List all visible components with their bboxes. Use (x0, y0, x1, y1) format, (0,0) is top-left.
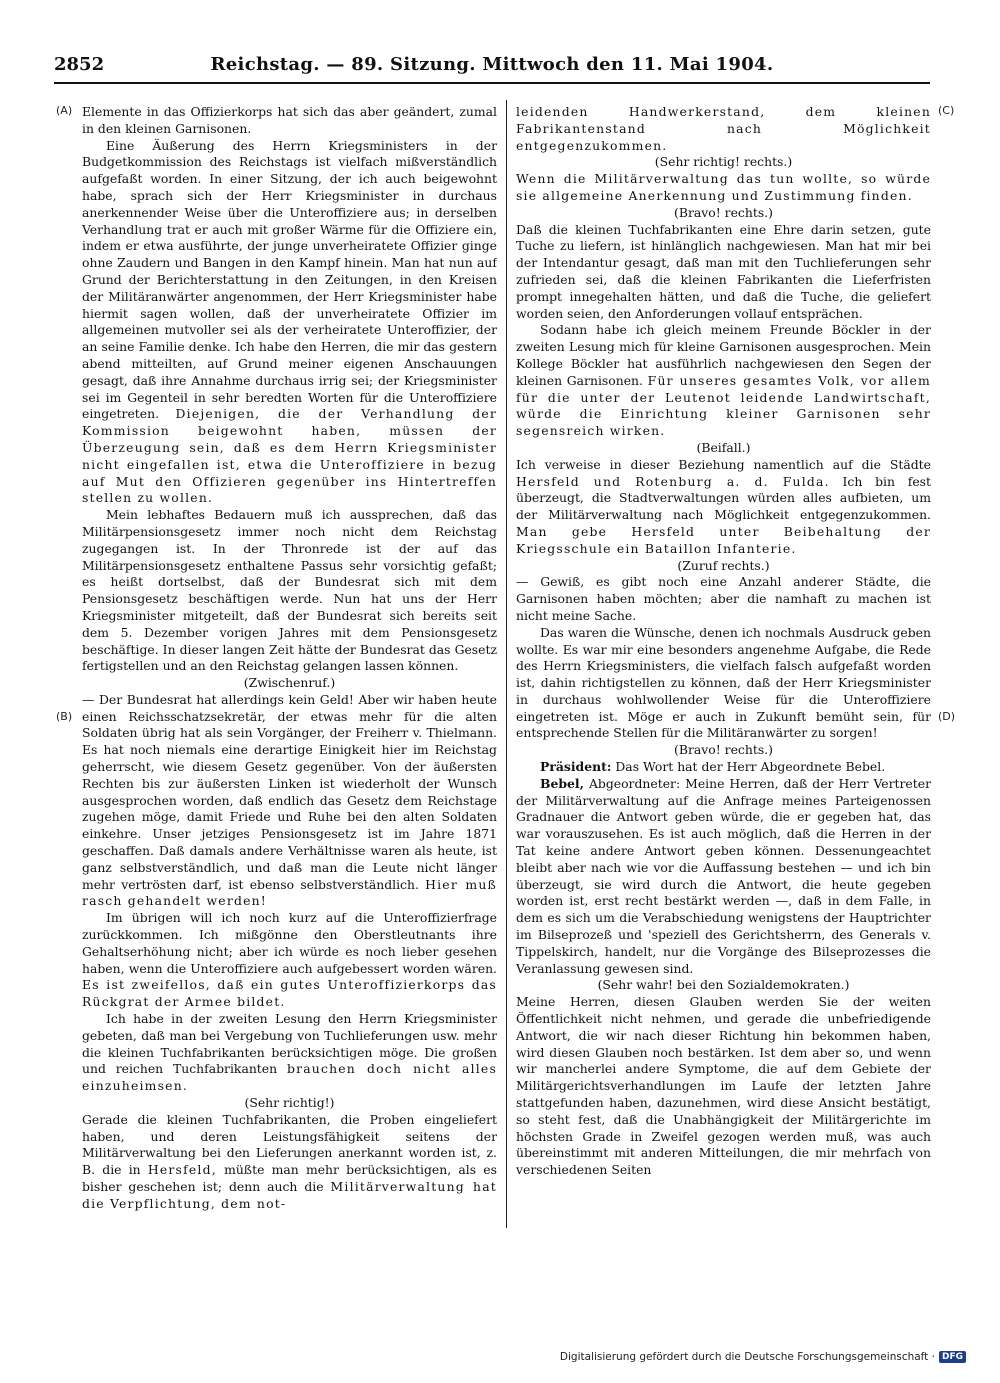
paragraph: Daß die kleinen Tuchfabrikanten eine Ehre darin setzen, gute Tuche zu liefern, ist hinlänglich nachgewiesen. Man hat mir bei der Intendantur gesagt, daß man mit den Tuchlieferungen sehr zufrieden sei, daß die kleinen Fabrikanten die Lieferfristen prompt innegehalten hätten, und daß die Tuche, die geliefert worden seien, den Anforderungen vollauf entsprächen. (516, 221, 931, 321)
paragraph (82, 138, 497, 508)
interjection: (Beifall.) (696, 439, 751, 455)
interjection: (Zwischenruf.) (243, 675, 336, 691)
paragraph (82, 1011, 497, 1095)
paragraph-text: Gerade die kleinen Tuchfabrikanten, die Proben eingeliefert haben, und deren Leistungsfähigkeit seitens der Militärverwaltung bei den Lieferungen anerkannt worden ist, z. B. die in (82, 1111, 497, 1178)
place-name: Hersfeld, (147, 1162, 217, 1178)
paragraph-text: Ich habe in der zweiten Lesung den Herrn Kriegsminister gebeten, daß man bei Vergebung von Tuchlieferungen usw. mehr die kleinen Tuchfabrikanten berücksichtigen möge. Die großen und reichen Tuchfabrikanten (82, 1011, 497, 1077)
speaker-label-bebel: Bebel, (540, 775, 584, 791)
paragraph-text: Ich verweise in dieser Beziehung namentlich auf die Städte (516, 456, 931, 472)
paragraph-text: Sodann habe ich gleich meinem Freunde Böckler in der zweiten Lesung mich für kleine Garnisonen ausgesprochen. Mein Kollege Böckler hat ausführlich nachgewiesen den Segen der kleinen Garnisonen. (516, 322, 931, 388)
speaker-label-president: Präsident: (540, 759, 612, 775)
paragraph (516, 322, 931, 440)
margin-marker-b: (B) (56, 710, 73, 723)
paragraph-emphasis: Für unseres gesamtes Volk, vor allem für die unter der Leutenot leidende Landwirtschaft, würde die Einrichtung kleiner Garnisonen sehr segensreich wirken. (516, 372, 931, 439)
page-header (54, 52, 930, 84)
credit-text: Digitalisierung gefördert durch die Deutsche Forschungsgemeinschaft · (559, 1351, 935, 1363)
paragraph-text: — Der Bundesrat hat allerdings kein Geld! Aber wir haben heute einen Reichsschatzsekretär, der etwas mehr für die alten Soldaten übrig hat als sein Vorgänger, der Freiherr v. Thielmann. Es hat noch niemals eine derartige Einigkeit hier im Reichstag geherrscht, wie diesem Gesetz gegenüber. Von der äußersten Rechten bis zur äußersten Linken ist wiederholt der Wunsch ausgesprochen worden, daß endlich das Gesetz dem Reichstage zugehen möge, damit Friede und Ruhe bei den alten Soldaten einkehre. Unser jetziges Pensionsgesetz ist im Jahre 1871 geschaffen. Daß damals andere Verhältnisse waren als heute, ist ganz selbstverständlich, und daß man die Leute nicht länger mehr vertrösten darf, ist ebenso selbstverständlich. (82, 691, 497, 892)
column-divider (506, 100, 507, 1228)
left-column (82, 104, 497, 1234)
paragraph-emphasis: Hier muß rasch gehandelt werden! (82, 876, 497, 909)
paragraph-emphasis: Militärverwaltung hat die Verpflichtung, dem not- (82, 1179, 497, 1211)
paragraph (82, 692, 497, 910)
interjection: (Zuruf rechts.) (677, 557, 770, 573)
paragraph-text: Im übrigen will ich noch kurz auf die Unteroffizierfrage zurückkommen. Ich mißgönne den Oberstleutnants ihre Gehaltserhöhung nicht; aber ich würde es noch lieber gesehen haben, wenn die Unteroffiziere auch aufgebessert worden wären. (82, 910, 497, 976)
paragraph-emphasis: brauchen doch nicht alles einzuheimsen. (82, 1061, 497, 1094)
running-title: Reichstag. — 89. Sitzung. Mittwoch den 11. Mai 1904. (210, 54, 774, 75)
place-names: Hersfeld und Rotenburg a. d. Fulda. (516, 473, 830, 489)
interjection: (Sehr richtig! rechts.) (654, 154, 793, 170)
paragraph-emphasis: Man gebe Hersfeld unter Beibehaltung der Kriegsschule ein Bataillon Infanterie. (516, 523, 931, 556)
paragraph-text: Abgeordneter: Meine Herren, daß der Herr Vertreter der Militärverwaltung auf die Anfrage meines Parteigenossen Gradnauer die Antwort geben würde, die er gegeben hat, das war vorauszusehen. Es ist auch möglich, daß die Herren in der Tat keine andere Antwort geben können. Dessenungeachtet bleibt aber nach wie vor die Auffassung bestehen — und ich bin überzeugt, sie wird durch die Antwort, die heute gegeben worden ist, erst recht bestärkt werden —, daß in dem Falle, in dem es sich um die Verabschiedung wenigstens der Hauptrichter im Bilseprozeß und 'speziell des Gerichtsherrn, des Generals v. Tippelskirch, handelt, nur die Vorgänge des Bilseprozesses die Veranlassung gewesen sind. (516, 775, 931, 976)
interjection: (Bravo! rechts.) (674, 204, 773, 220)
right-column (516, 104, 931, 1234)
paragraph: — Gewiß, es gibt noch eine Anzahl anderer Städte, die Garnisonen haben möchten; aber die namhaft zu machen ist nicht meine Sache. (516, 574, 931, 623)
paragraph-text: müßte man mehr berücksichtigen, als es bisher geschehen ist; denn auch die (82, 1162, 497, 1194)
margin-marker-c: (C) (938, 104, 955, 117)
bebel-speech (516, 776, 931, 978)
paragraph-emphasis: Es ist zweifellos, daß ein gutes Unteroffizierkorps das Rückgrat der Armee bildet. (82, 977, 497, 1010)
dfg-logo: DFG (939, 1351, 966, 1363)
interjection: (Bravo! rechts.) (674, 742, 773, 758)
paragraph (82, 910, 497, 1011)
paragraph: Elemente in das Offizierkorps hat sich das aber geändert, zumal in den kleinen Garnisonen. (82, 104, 497, 136)
paragraph: leidenden Handwerkerstand, dem kleinen Fabrikantenstand nach Möglichkeit entgegenzukommen. (516, 104, 931, 153)
paragraph: Wenn die Militärverwaltung das tun wollte, so würde sie allgemeine Anerkennung und Zustimmung finden. (516, 171, 931, 203)
president-statement (516, 759, 931, 776)
margin-marker-d: (D) (938, 710, 956, 723)
paragraph: Meine Herren, diesen Glauben werden Sie der weiten Öffentlichkeit nicht nehmen, und gerade die unbefriedigende Antwort, die wir nach dieser Richtung hin bekommen haben, wird diesen Glauben noch bestärken. Ist dem aber so, und wenn wir mancherlei andere Symptome, die auf dem Gebiete der Militärgerichtsverhandlungen im Laufe der letzten Jahre stattgefunden haben, dazunehmen, wird diese Ansicht bestätigt, so steht fest, daß die Unabhängigkeit der Militärgerichte im höchsten Grade in Zweifel gezogen werden muß, was auch übereinstimmt mit anderen Mitteilungen, die mir mehrfach von verschiedenen Seiten (516, 994, 931, 1178)
paragraph (516, 457, 931, 558)
paragraph-emphasis: Diejenigen, die der Verhandlung der Kommission beigewohnt haben, müssen der Überzeugung sein, daß es dem Herrn Kriegsminister nicht eingefallen ist, etwa die Unteroffiziere in bezug auf Mut den Offizieren gegenüber ins Hintertreffen stellen zu wollen. (82, 406, 497, 506)
paragraph: Das waren die Wünsche, denen ich nochmals Ausdruck geben wollte. Es war mir eine besonders angenehme Aufgabe, die Rede des Herrn Kriegsministers, die vielfach falsch aufgefaßt worden ist, dahin richtigstellen zu können, daß der Herr Kriegsminister in durchaus wohlwollender Weise für die Unteroffiziere eingetreten ist. Möge er auch in Zukunft bemüht sein, für entsprechende Stellen für die Militäranwärter zu sorgen! (516, 624, 931, 741)
paragraph: Mein lebhaftes Bedauern muß ich aussprechen, daß das Militärpensionsgesetz immer noch nicht dem Reichstag zugegangen ist. In der Thronrede ist der auf das Militärpensionsgesetz enthaltene Passus sehr vorsichtig gefaßt; es heißt dortselbst, daß der Bundesrat sich mit dem Pensionsgesetz beschäftigen werde. Nun hat uns der Herr Kriegsminister mitgeteilt, daß der Bundesrat sich bereits seit dem 5. Dezember vorigen Jahres mit dem Pensionsgesetz beschäftige. In dieser langen Zeit hätte der Bundesrat das Gesetz fertigstellen und an den Reichstag gelangen lassen können. (82, 507, 497, 674)
page-number: 2852 (54, 54, 105, 75)
paragraph-text: Das Wort hat der Herr Abgeordnete Bebel. (615, 759, 886, 775)
interjection: (Sehr wahr! bei den Sozialdemokraten.) (597, 977, 850, 993)
paragraph-text: Ich bin fest überzeugt, die Stadtverwaltungen würden alles aufbieten, um der Militärverwaltung nach Möglichkeit entgegenzukommen. (516, 473, 931, 523)
digitization-credit (560, 1351, 966, 1363)
interjection: (Sehr richtig!) (244, 1095, 335, 1111)
paragraph-text: Eine Äußerung des Herrn Kriegsministers in der Budgetkommission des Reichstags ist vielfach mißverständlich aufgefaßt worden. In einer Sitzung, der ich auch beigewohnt habe, sprach sich der Herr Kriegsminister in durchaus anerkennender Weise über die Unteroffiziere aus; in derselben Verhandlung trat er auch mit großer Wärme für die Offiziere ein, indem er etwa ausführte, der junge unverheiratete Offizier ginge ohne Zaudern und Bangen in den Kampf hinein. Man hat nun auf Grund der Berichterstattung in den Zeitungen, in den Kreisen der Militäranwärter angenommen, der Herr Kriegsminister habe hiermit sagen wollen, daß der unverheiratete Offizier im allgemeinen mutvoller sei als der verheiratete Unteroffizier, der an seine Familie denke. Ich habe den Herren, die mir das gestern abend mitteilten, auf Grund meiner eigenen Anschauungen gesagt, daß ihre Annahme durchaus irrig sei; der Kriegsminister sei im Gegenteil in sehr beredten Worten für die Unteroffiziere eingetreten. (82, 137, 497, 422)
margin-marker-a: (A) (56, 104, 73, 117)
paragraph (82, 1112, 497, 1213)
